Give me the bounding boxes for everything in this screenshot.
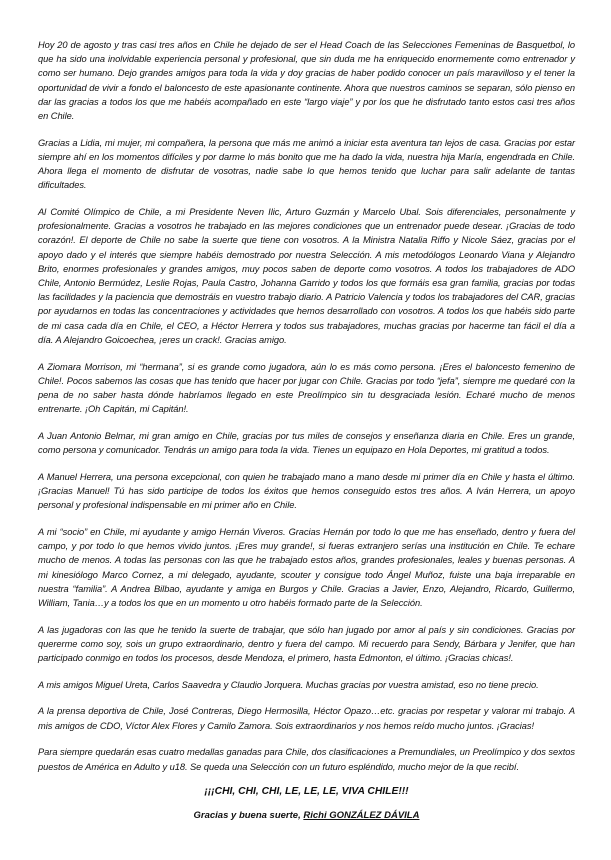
- paragraph-medallas: Para siempre quedarán esas cuatro medallas ganadas para Chile, dos clasificaciones a Premundiales, un Preolímpico y dos sextos puestos de América en Adulto y u18. Se queda una Selección con un futuro espléndido, mucho mejor de la que recibí.: [38, 747, 575, 772]
- paragraph-lidia: Gracias a Lidia, mi mujer, mi compañera, la persona que más me animó a iniciar esta aventura tan lejos de casa. Gracias por estar siempre ahí en los momentos difíciles y por darme lo más bonito que me ha dado la vida, nuestra hija María, engendrada en Chile. Ahora llega el momento de disfrutar de vosotras, nadie sabe lo que hemos tenido que luchar para salir adelante de tantas dificultades.: [38, 137, 575, 191]
- letter-body: [38, 38, 575, 774]
- signoff-prefix: Gracias y buena suerte,: [193, 810, 301, 822]
- signature-name: Richi GONZÁLEZ DÁVILA: [303, 810, 420, 822]
- signoff: [38, 810, 575, 821]
- paragraph-hernan-viveros: A mi “socio” en Chile, mi ayudante y amigo Hernán Viveros. Gracias Hernán por todo lo que me has enseñado, dentro y fuera del campo, y por todo lo que hemos vivido juntos. ¡Eres muy grande!, si fueras extranjero serías una institución en Chile. Te echare mucho de menos. A todas las personas con las que he trabajado estos años, grandes profesionales, leales y buenas personas. A mi kinesiólogo Marco Cornez, a mi delegado, ayudante, scouter y consigue todo Ángel Muñoz, fuiste una baja irreparable en nuestra “familia”. A Andrea Bilbao, ayudante y amiga en Burgos y Chile. Gracias a Javier, Enzo, Alejandro, Ricardo, Guillermo, William, Tania…y a todos los que en un momento u otro habéis formado parte de la Selección.: [38, 526, 575, 608]
- paragraph-manuel-herrera: A Manuel Herrera, una persona excepcional, con quien he trabajado mano a mano desde mi primer día en Chile y hasta el último. ¡Gracias Manuel! Tú has sido participe de todos los éxitos que hemos conseguido estos tres años. A Iván Herrera, un apoyo personal y profesional indispensable en mi primer año en Chile.: [38, 471, 575, 511]
- closing-cheer: ¡¡¡CHI, CHI, CHI, LE, LE, LE, VIVA CHILE!!!: [204, 786, 409, 798]
- paragraph-jugadoras: A las jugadoras con las que he tenido la suerte de trabajar, que sólo han jugado por amor al país y sin condiciones. Gracias por quererme como soy, sois un grupo extraordinario, dentro y fuera del campo. Mi recuerdo para Sendy, Bárbara y Jenifer, que han participado conmigo en todos los procesos, desde Mendoza, el primero, hasta Edmonton, el último. ¡Gracias chicas!.: [38, 624, 575, 664]
- paragraph-amigos: A mis amigos Miguel Ureta, Carlos Saavedra y Claudio Jorquera. Muchas gracias por vuestra amistad, eso no tiene precio.: [38, 679, 539, 690]
- paragraph-comite-olimpico: Al Comité Olímpico de Chile, a mi Presidente Neven Ilic, Arturo Guzmán y Marcelo Ubal. Sois diferenciales, personalmente y profesionalmente. Gracias a vosotros he trabajado en las mejores condiciones que un entrenador puede desear. ¡Gracias de todo corazón!. El deporte de Chile no sabe la suerte que tiene con vosotros. A la Ministra Natalia Riffo y Nicole Sáez, gracias por el apoyo dado y el interés que siempre habéis demostrado por nuestra Selección. A mis metodólogos Leonardo Viana y Alejandro Brito, enormes profesionales y grandes amigos, muy pocos saben de deporte como vosotros. A todos los trabajadores de ADO Chile, Antonio Bermúdez, Leslie Rojas, Paula Castro, Johanna Garrido y todos los que formáis esa gran familia, gracias por todas las facilidades y la paciencia que demostráis en vuestro trabajo diario. A Patricio Valencia y todos los trabajadores del CAR, gracias por ayudarnos en todas las concentraciones y actividades que hemos desarrollado con vosotros. A todos los que habéis sido parte de mi casa cada día en Chile, el CEO, a Héctor Herrera y todos sus trabajadores, muchas gracias por hacerme tan fácil el día a día. A Alejandro Goicoechea, ¡eres un crack!. Gracias amigo.: [38, 207, 575, 345]
- paragraph-juan-antonio: A Juan Antonio Belmar, mi gran amigo en Chile, gracias por tus miles de consejos y enseñanza diaria en Chile. Eres un grande, como persona y comunicador. Tendrás un amigo para toda la vida. Tienes un equipazo en Hola Deportes, mi gratitud a todos.: [38, 430, 575, 456]
- paragraph-intro: Hoy 20 de agosto y tras casi tres años en Chile he dejado de ser el Head Coach de las Selecciones Femeninas de Basquetbol, lo que ha sido una inolvidable experiencia personal y profesional, que sin duda me ha enriquecido enormemente como entrenador y como ser humano. Dejo grandes amigos para toda la vida y doy gracias de haber podido conocer un país maravilloso y el tener la oportunidad de vivir a fondo el baloncesto de este apasionante continente. Ahora que nuestros caminos se separan, sólo pienso en dar las gracias a todos los que me habéis acompañado en este “largo viaje” y por los que he disfrutado tanto estos casi tres años en Chile.: [38, 40, 575, 122]
- paragraph-prensa: A la prensa deportiva de Chile, José Contreras, Diego Hermosilla, Héctor Opazo…etc. gracias por respetar y valorar mi trabajo. A mis amigos de CDO, Víctor Alex Flores y Camilo Zamora. Sois extraordinarios y nos hemos reído mucho juntos. ¡Gracias!: [38, 706, 575, 731]
- paragraph-ziomara: A Ziomara Morrison, mi “hermana”, si es grande como jugadora, aún lo es más como persona. ¡Eres el baloncesto femenino de Chile!. Pocos sabemos las cosas que has tenido que hacer por jugar con Chile. Gracias por todo “jefa”, siempre me quedaré con la pena de no saber hasta dónde habríamos llegado en este Preolímpico sin tu desgraciada lesión. Echaré mucho de menos entrenarte. ¡Oh Capitán, mi Capitán!.: [38, 361, 575, 415]
